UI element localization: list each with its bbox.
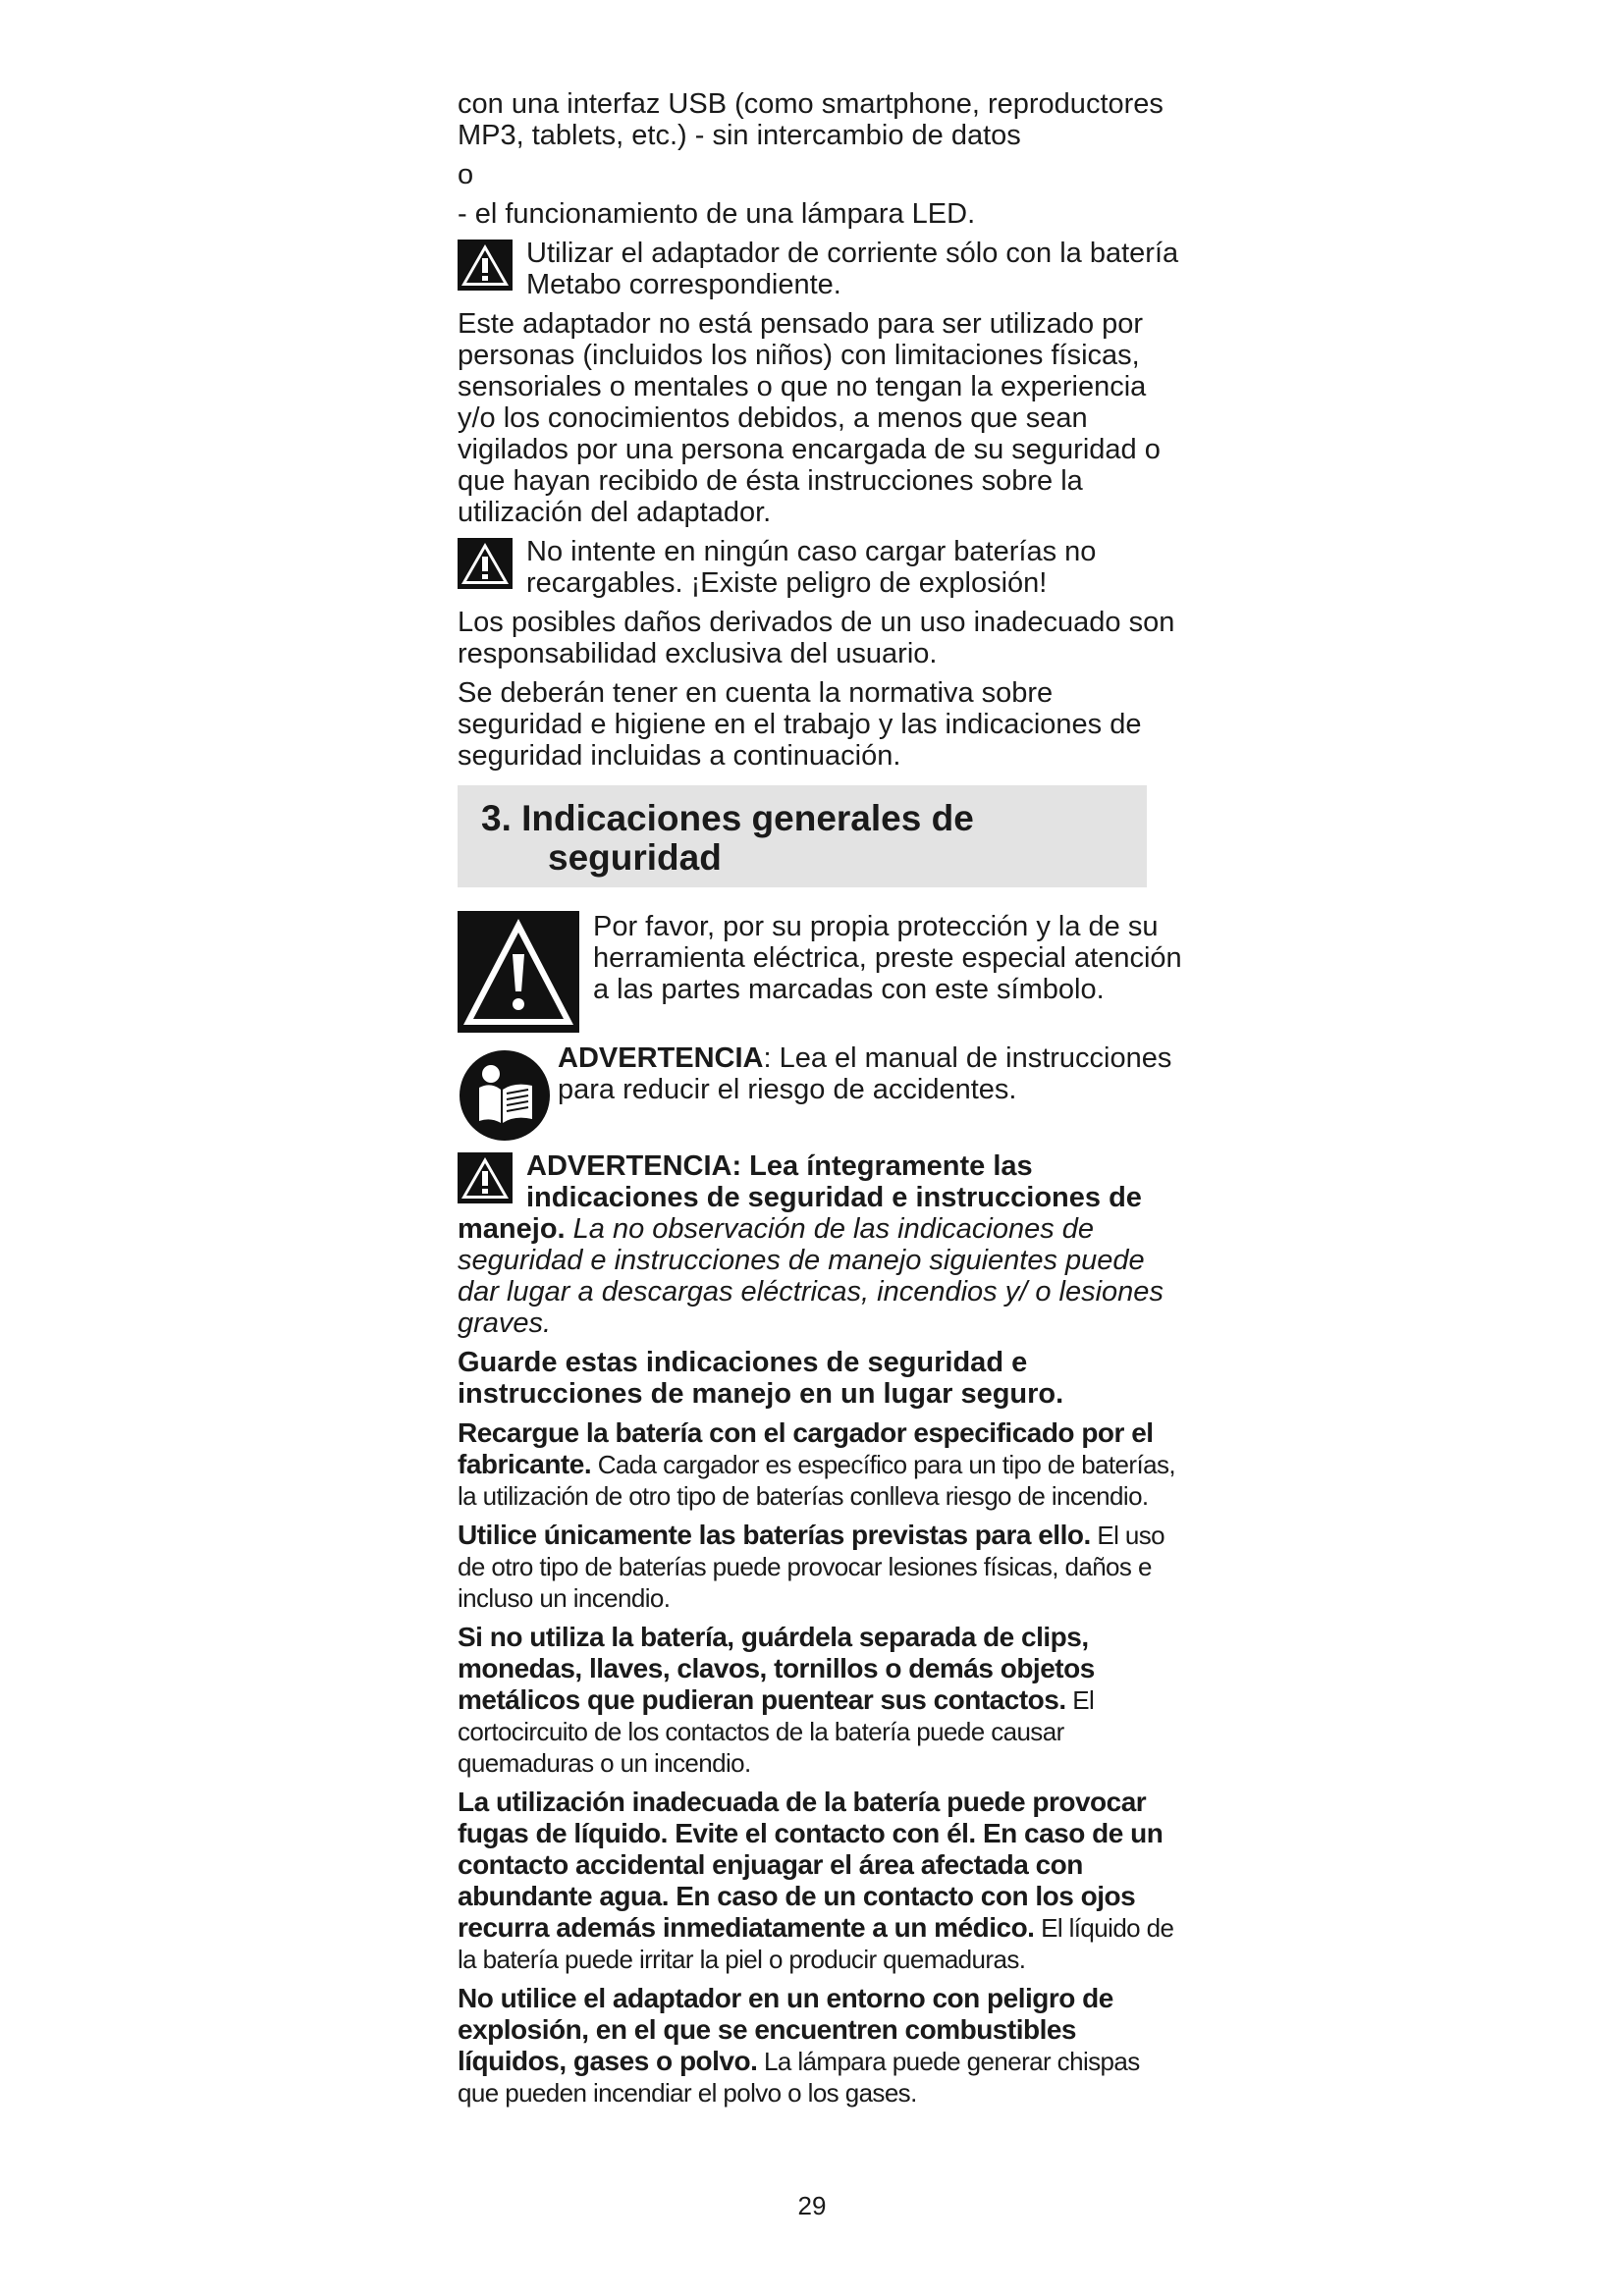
rule-leak <box>458 1787 1184 1975</box>
rule-explosive-bold: No utilice el adaptador en un entorno con peligro de explosión, en el que se encuentren combustibles líquidos, gases o polvo. <box>458 1983 1113 2076</box>
paragraph-responsibility: Los posibles daños derivados de un uso inadecuado son responsabilidad exclusiva del usuario. <box>458 607 1175 669</box>
rule-charger-bold: Recargue la batería con el cargador especificado por el fabricante. <box>458 1417 1154 1479</box>
rule-charger-text: Cada cargador es específico para un tipo de baterías, la utilización de otro tipo de baterías conlleva riesgo de incendio. <box>458 1450 1175 1511</box>
read-manual-icon <box>458 1048 552 1143</box>
paragraph-usage-limits: Este adaptador no está pensado para ser utilizado por personas (incluidos los niños) con limitaciones físicas, sensoriales o mentales o que no tengan la experiencia y/o los conocimientos debidos, a menos que sean vigilados por una persona encargada de su seguridad o que hayan recibido de ésta instrucciones sobre la utilización del adaptador. <box>458 308 1161 528</box>
manual-warning <box>458 1042 1184 1143</box>
manual-warning-body: : Lea el manual de instrucciones para reducir el riesgo de accidentes. <box>558 1042 1172 1105</box>
section-heading-line-2: seguridad <box>548 837 722 878</box>
symbol-note-text: Por favor, por su propia protección y la de su herramienta eléctrica, preste especial atención a las partes marcadas con este símbolo. <box>593 911 1182 1005</box>
keep-instructions: Guarde estas indicaciones de seguridad e instrucciones de manejo en un lugar seguro. <box>458 1347 1064 1410</box>
intro-or: o <box>458 159 474 190</box>
paragraph-regulations: Se deberán tener en cuenta la normativa sobre seguridad e higiene en el trabajo y las indicaciones de seguridad incluidas a continuación. <box>458 677 1142 772</box>
manual-warning-label: ADVERTENCIA <box>558 1042 764 1074</box>
rule-batteries-text: El uso de otro tipo de baterías puede provocar lesiones físicas, daños e incluso un incendio. <box>458 1521 1165 1613</box>
rule-storage <box>458 1622 1184 1779</box>
rule-batteries <box>458 1520 1184 1614</box>
warning-triangle-icon <box>458 1152 513 1203</box>
section-heading-line-1: 3. Indicaciones generales de <box>481 798 974 838</box>
section-heading <box>458 785 1147 887</box>
rule-storage-text: El cortocircuito de los contactos de la batería puede causar quemaduras o un incendio. <box>458 1685 1095 1778</box>
page-number: 29 <box>797 2191 827 2220</box>
warning-triangle-icon <box>458 240 513 291</box>
rule-storage-bold: Si no utiliza la batería, guárdela separada de clips, monedas, llaves, clavos, tornillos o demás objetos metálicos que pudieran puentear sus contactos. <box>458 1622 1095 1715</box>
warning-triangle-icon <box>458 911 579 1033</box>
rule-leak-bold: La utilización inadecuada de la batería puede provocar fugas de líquido. Evite el contacto con él. En caso de un contacto accidental enjuagar el área afectada con abundante agua. En caso de un contacto con los ojos recurra además inmediatamente a un médico. <box>458 1787 1164 1943</box>
rule-explosive <box>458 1983 1184 2109</box>
rule-explosive-text: La lámpara puede generar chispas que pueden incendiar el polvo o los gases. <box>458 2047 1140 2108</box>
warning-adapter-text: Utilizar el adaptador de corriente sólo con la batería Metabo correspondiente. <box>526 238 1179 300</box>
full-warning-italic: La no observación de las indicaciones de seguridad e instrucciones de manejo siguientes puede dar lugar a descargas eléctricas, incendios y/ o lesiones graves. <box>458 1213 1164 1339</box>
warning-non-rechargeable-text: No intente en ningún caso cargar baterías no recargables. ¡Existe peligro de explosión! <box>526 536 1097 599</box>
symbol-note <box>458 911 1184 1033</box>
rule-leak-text: El líquido de la batería puede irritar la piel o producir quemaduras. <box>458 1913 1174 1974</box>
rule-batteries-bold: Utilice únicamente las baterías previstas para ello. <box>458 1520 1091 1550</box>
warning-triangle-icon <box>458 538 513 589</box>
manual-warning-text <box>558 1042 1184 1105</box>
intro-line-1: con una interfaz USB (como smartphone, reproductores MP3, tablets, etc.) - sin intercambio de datos <box>458 88 1164 151</box>
rule-charger <box>458 1417 1184 1512</box>
full-warning <box>458 1150 1184 1339</box>
page-column <box>458 88 1184 2109</box>
warning-adapter-battery <box>458 238 1184 300</box>
intro-line-2: - el funcionamiento de una lámpara LED. <box>458 198 976 230</box>
warning-non-rechargeable <box>458 536 1184 599</box>
full-warning-text <box>458 1150 1184 1339</box>
full-warning-bold: ADVERTENCIA: Lea íntegramente las indicaciones de seguridad e instrucciones de manejo. <box>458 1150 1142 1245</box>
